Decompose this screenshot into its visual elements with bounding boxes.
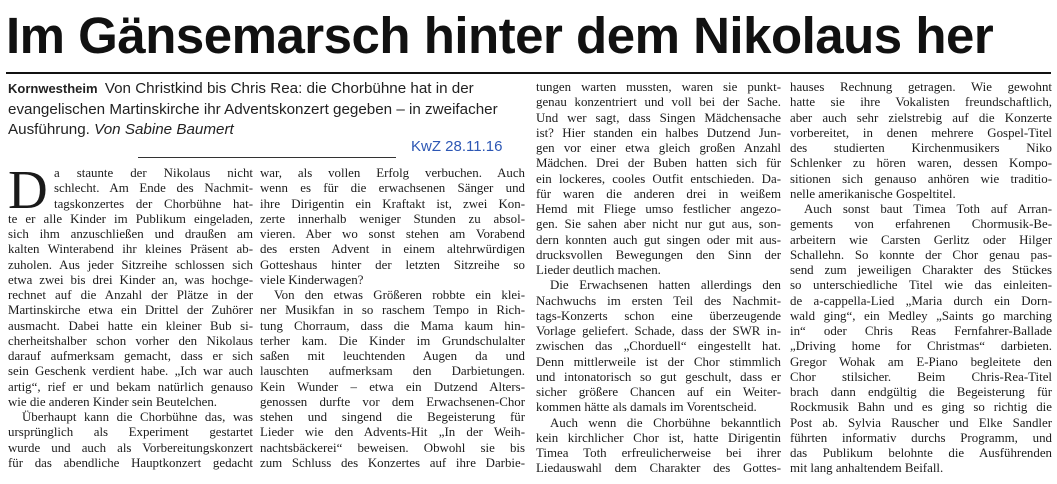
text-line: tags-Konzerts schon eine überzeugende bbox=[536, 308, 781, 323]
text-line: ist? Hier standen ein halbes Dutzend Jun- bbox=[536, 125, 781, 140]
text-line: Lieder wie den Advents-Hit „In der Weih- bbox=[260, 425, 525, 440]
text-line: wenn es für die erwachsenen Sänger und bbox=[260, 181, 525, 196]
text-line: ausmacht. Dabei hatte ein kleiner Bub si- bbox=[8, 318, 253, 333]
text-line: artig“, rief er und bekam natürlich genauso bbox=[8, 379, 253, 394]
text-line: für waren die anderen drei in weißem bbox=[536, 186, 781, 201]
text-line: in“ oder Chris Reas Fernfahrer-Ballade bbox=[790, 324, 1052, 338]
text-line: stehen und singend die Begeisterung für bbox=[260, 410, 525, 424]
text-line: kalten Winterabend ihr kleines Präsent ab- bbox=[8, 242, 253, 257]
text-line: etwa zwei bis drei Kinder an, was hochge- bbox=[8, 272, 253, 287]
text-line: sitionen sich genauso anhören wie traditio- bbox=[790, 171, 1052, 186]
text-line: Auch sonst baut Timea Toth auf Arran- bbox=[804, 202, 1052, 216]
text-line: Mädchen. Drei der Buben hatten sich für bbox=[536, 156, 781, 171]
text-line: Gotteshaus hinter der letzten Sitzreihe so bbox=[260, 257, 525, 272]
text-line: Die Erwachsenen hatten allerdings den bbox=[550, 278, 781, 293]
text-line: darauf aufmerksam gemacht, dass er sich bbox=[8, 349, 253, 363]
text-line: hauses Rechnung getragen. Wie gewohnt bbox=[790, 80, 1052, 94]
text-line: viele Kinderwagen? bbox=[260, 272, 364, 287]
text-line: wurde und auch als Vorbereitungskonzert bbox=[8, 440, 253, 455]
text-line: genau konzentriert und voll bei der Sache. bbox=[536, 95, 781, 110]
text-line: Schallehn. So konnte der Chor genau pas- bbox=[790, 247, 1052, 262]
text-line: tungen warten mussten, waren sie punkt- bbox=[536, 80, 781, 94]
text-line: a staunte der Nikolaus nicht bbox=[54, 166, 253, 180]
source-date-stamp: KwZ 28.11.16 bbox=[411, 138, 503, 155]
text-line: gen. Sie sahen aber nicht nur gut aus, son- bbox=[536, 217, 781, 232]
text-line: zerte innerhalb weniger Stunden zu absol- bbox=[260, 211, 525, 226]
text-line: sich ihm anzuschließen und draußen am bbox=[8, 227, 253, 241]
text-line: hatte sie ihre Vokalisten freundschaftlich, bbox=[790, 95, 1052, 110]
text-line: für das abendliche Hauptkonzert gedacht bbox=[8, 455, 253, 470]
article-column-4 bbox=[790, 80, 1052, 477]
text-line: drucksvollen Bewegungen den Sinn der bbox=[536, 247, 781, 262]
lead-text: Von Christkind bis Chris Rea: die Chorbühne hat in der evangelischen Martinskirche ihr Adventskonzert gegeben – in zweifacher Ausführung. bbox=[8, 80, 498, 138]
text-line: cherheitshalber schon vorher den Nikolaus bbox=[8, 333, 253, 348]
text-line: wald ging“, ein Medley „Saints go marching bbox=[790, 308, 1052, 323]
text-line: dern konnten auch gut singen oder mit aus- bbox=[536, 232, 781, 247]
text-line: ner Musikfan in so raschem Tempo in Rich- bbox=[260, 303, 525, 318]
headline-rule bbox=[6, 72, 1051, 74]
text-line: tung Chorraum, dass die Mama kaum hin- bbox=[260, 318, 525, 333]
dropcap-letter: D bbox=[8, 159, 48, 220]
text-line: Auch wenn die Chorbühne bekanntlich bbox=[550, 415, 781, 430]
text-line: ursprünglich als Experiment gestartet bbox=[8, 425, 253, 440]
text-line: gements von erfahrenen Chormusik-Be- bbox=[790, 217, 1052, 232]
text-line: ein lockeres, cooles Outfit entschieden. Da- bbox=[536, 171, 781, 186]
text-line: Lieder deutlich machen. bbox=[536, 263, 661, 277]
headline: Im Gänsemarsch hinter dem Nikolaus her bbox=[6, 7, 994, 64]
text-line: Von den etwas Größeren robbte ein klei- bbox=[274, 288, 525, 302]
text-line: so unterschiedliche Titel wie das einleiten- bbox=[790, 278, 1052, 293]
text-line: nachtsbäckerei“ beweisen. Obwohl sie bis bbox=[260, 440, 525, 455]
text-line: führten informativ durchs Programm, und bbox=[790, 430, 1052, 445]
text-line: Hemd mit Fliege umso festlicher angezo- bbox=[536, 202, 781, 216]
text-line: kommen hätte als damals im Vorentscheid. bbox=[536, 400, 757, 415]
text-line: sein Geschenk verdient habe. „Ich war auch bbox=[8, 364, 253, 379]
text-line: Vorlage geliefert. Schade, dass der SWR in- bbox=[536, 324, 781, 338]
text-line: vorbereitet, in denen mehrere Gospel-Titel bbox=[790, 125, 1052, 140]
text-line: Timea Toth erfreulicherweise bei ihrer bbox=[536, 446, 781, 460]
lead-rule bbox=[138, 157, 396, 158]
text-line: zwischen das „Chorduell“ eingestellt hat. bbox=[536, 339, 781, 354]
text-line: Martinskirche etwa ein Drittel der Zuhörer bbox=[8, 303, 253, 318]
text-line: schlecht. Am Ende des Nachmit- bbox=[54, 181, 253, 196]
text-line: brach dann endgültig die Begeisterung für bbox=[790, 385, 1052, 399]
text-line: te er alle Kinder im Publikum eingeladen, bbox=[8, 211, 253, 226]
text-line: des studierten Kirchenmusikers Niko bbox=[790, 141, 1052, 155]
text-line: lauschten aufmerksam den Darbietungen. bbox=[260, 364, 525, 379]
text-line: „Driving home for Christmas“ darbieten. bbox=[790, 339, 1052, 354]
text-line: wie die anderen Kinder sein Beutelchen. bbox=[8, 394, 218, 409]
text-line: nelle amerikanische Gospeltitel. bbox=[790, 186, 956, 201]
text-line: war, als vollen Erfolg verbuchen. Auch bbox=[260, 166, 525, 180]
text-line: tagskonzertes der Chorbühne hat- bbox=[54, 196, 253, 211]
article-column-2 bbox=[260, 166, 525, 471]
text-line: arbeitern wie Carsten Gerlitz oder Hilger bbox=[790, 232, 1052, 247]
text-line: vieren. Aber wo sonst stehen am Vorabend bbox=[260, 227, 525, 241]
text-line: des ersten Advent in einem altehrwürdigen bbox=[260, 242, 525, 257]
text-line: Denn mittlerweile ist der Chor stimmlich bbox=[536, 354, 781, 369]
text-line: und intonatorisch so gut geschult, dass er bbox=[536, 369, 781, 384]
text-line: zuholen. Aus jeder Sitzreihe schlossen sich bbox=[8, 257, 253, 272]
text-line: ihre Dirigentin ein Kraftakt ist, zwei Kon- bbox=[260, 196, 525, 211]
author-byline: Von Sabine Baumert bbox=[94, 121, 234, 138]
text-line: Und wer sagt, dass Singen Mädchensache bbox=[536, 110, 781, 125]
text-line: Nachwuchs im ersten Teil des Nachmit- bbox=[536, 293, 781, 308]
text-line: Chor stilsicher. Beim Chris-Rea-Titel bbox=[790, 369, 1052, 384]
text-line: Post ab. Sylvia Rauscher und Elke Sandler bbox=[790, 415, 1052, 430]
text-line: mit lang anhaltendem Beifall. bbox=[790, 461, 944, 476]
text-line: aber auch sehr zielstrebig auf die Konzerte bbox=[790, 110, 1052, 125]
text-line: gen vor einer etwa gleich großen Anzahl bbox=[536, 141, 781, 155]
article-column-1 bbox=[8, 159, 253, 471]
text-line: das Publikum belohnte die Ausführenden bbox=[790, 446, 1052, 460]
article-lead bbox=[8, 79, 528, 141]
text-line: Schlenker zu hören waren, dessen Kompo- bbox=[790, 156, 1052, 171]
text-line: terher kam. Die Kinder im Grundschulalter bbox=[260, 333, 525, 348]
text-line: zum Schluss des Konzertes auf ihre Darbie- bbox=[260, 455, 525, 470]
text-line: sicher größere Chancen auf ein Weiter- bbox=[536, 385, 781, 399]
text-line: Gregor Wohak am E-Piano begleitete den bbox=[790, 354, 1052, 369]
text-line: rechnet auf die Anzahl der Plätze in der bbox=[8, 288, 253, 302]
text-line: kein kirchlicher Chor ist, hatte Dirigentin bbox=[536, 430, 781, 445]
article-column-3 bbox=[536, 80, 781, 477]
text-line: Liedauswahl dem Charakter des Gottes- bbox=[536, 461, 781, 476]
dateline: Kornwestheim bbox=[8, 81, 98, 96]
text-line: genossen durfte vor dem Erwachsenen-Chor bbox=[260, 394, 525, 409]
text-line: saßen mit leuchtenden Augen da und bbox=[260, 349, 525, 363]
text-line: Überhaupt kann die Chorbühne das, was bbox=[22, 410, 253, 424]
text-line: de a-cappella-Lied „Maria durch ein Dorn- bbox=[790, 293, 1052, 308]
text-line: Rockmusik Bahn und es ging so richtig die bbox=[790, 400, 1052, 415]
text-line: Kein Wunder – etwa ein Dutzend Alters- bbox=[260, 379, 525, 394]
text-line: send zum jeweiligen Charakter des Stückes bbox=[790, 263, 1052, 277]
